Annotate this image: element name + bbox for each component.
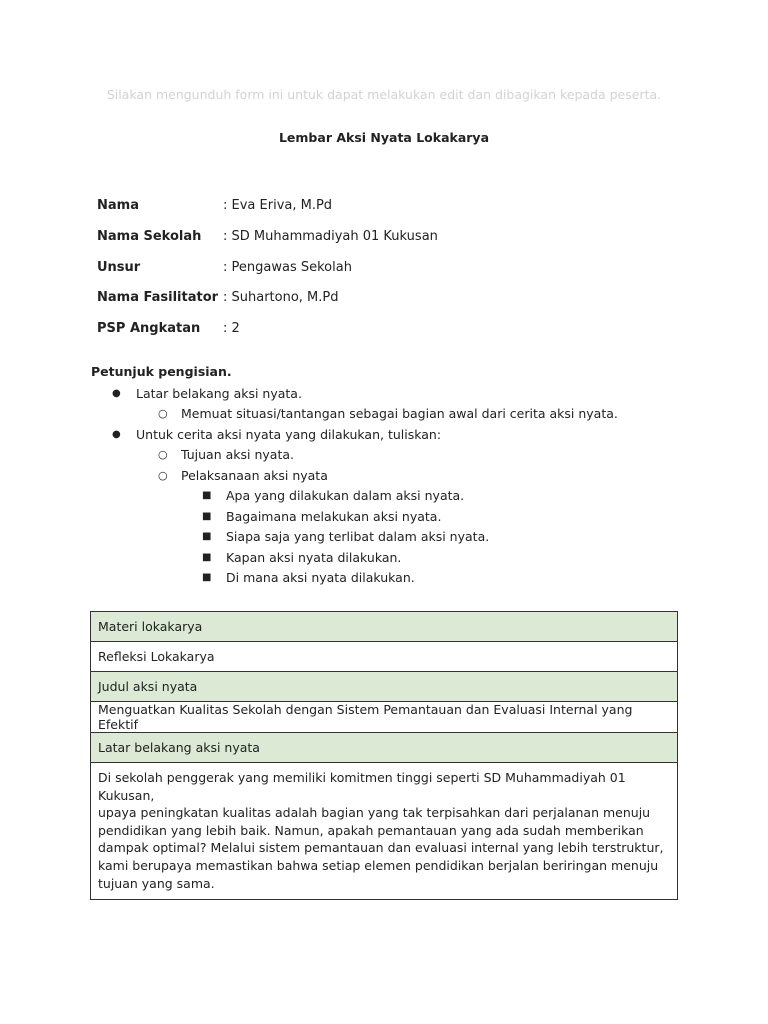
list-item xyxy=(112,426,442,444)
list-item xyxy=(202,487,465,505)
action-title-cell: Menguatkan Kualitas Sekolah dengan Sistem Pemantauan dan Evaluasi Internal yang Efektif xyxy=(91,702,678,733)
list-item xyxy=(202,508,442,526)
list-item xyxy=(158,446,294,464)
info-label: Nama xyxy=(97,198,139,213)
list-item-text: Latar belakang aksi nyata. xyxy=(136,386,302,401)
background-paragraph-cell xyxy=(91,763,678,900)
table-cell: Refleksi Lokakarya xyxy=(91,642,678,672)
info-row-unsur xyxy=(97,258,657,278)
list-item xyxy=(202,569,415,587)
bullet-circle-icon: ○ xyxy=(158,407,168,420)
table-header-cell: Materi lokakarya xyxy=(91,612,678,642)
info-value: : SD Muhammadiyah 01 Kukusan xyxy=(223,229,438,244)
table-row xyxy=(91,702,678,733)
list-item xyxy=(158,467,328,485)
table-header-cell: Latar belakang aksi nyata xyxy=(91,733,678,763)
list-item-text: Siapa saja yang terlibat dalam aksi nyata. xyxy=(226,529,490,544)
list-item-text: Di mana aksi nyata dilakukan. xyxy=(226,570,415,585)
bullet-disc-icon: ● xyxy=(112,429,121,440)
list-item-text: Apa yang dilakukan dalam aksi nyata. xyxy=(226,488,465,503)
info-row-nama-fasilitator xyxy=(97,288,657,308)
table-row xyxy=(91,733,678,763)
info-row-psp-angkatan xyxy=(97,319,657,339)
paragraph-line: pendidikan yang lebih baik. Namun, apakah pemantauan yang ada sudah memberikan xyxy=(98,822,644,838)
paragraph-line: upaya peningkatan kualitas adalah bagian yang tak terpisahkan dari perjalanan menuju xyxy=(98,805,651,821)
bullet-square-icon: ■ xyxy=(202,531,212,542)
info-value: : 2 xyxy=(223,321,240,336)
list-item xyxy=(202,528,490,546)
info-label: Unsur xyxy=(97,260,141,275)
info-row-nama-sekolah xyxy=(97,227,657,247)
info-value: : Pengawas Sekolah xyxy=(223,260,352,275)
paragraph-line: dampak optimal? Melalui sistem pemantauan dan evaluasi internal yang lebih terstruktur, xyxy=(98,840,664,856)
bullet-square-icon: ■ xyxy=(202,490,212,501)
table-row xyxy=(91,763,678,900)
info-label: PSP Angkatan xyxy=(97,321,201,336)
info-value: : Suhartono, M.Pd xyxy=(223,290,339,305)
paragraph-line: tujuan yang sama. xyxy=(98,875,215,891)
list-item-text: Untuk cerita aksi nyata yang dilakukan, tuliskan: xyxy=(136,427,442,442)
list-item xyxy=(158,405,618,423)
list-item-text: Pelaksanaan aksi nyata xyxy=(181,468,328,483)
list-item xyxy=(202,549,402,567)
table-header-cell: Judul aksi nyata xyxy=(91,672,678,702)
bullet-square-icon: ■ xyxy=(202,572,212,583)
action-report-table xyxy=(90,611,678,900)
paragraph-line: kami berupaya memastikan bahwa setiap elemen pendidikan berjalan beriringan menuju xyxy=(98,857,659,873)
bullet-square-icon: ■ xyxy=(202,511,212,522)
download-notice: Silakan mengunduh form ini untuk dapat melakukan edit dan dibagikan kepada peserta. xyxy=(106,87,662,102)
table-row xyxy=(91,672,678,702)
info-label: Nama Sekolah xyxy=(97,229,202,244)
list-item xyxy=(112,385,302,403)
list-item-text: Memuat situasi/tantangan sebagai bagian awal dari cerita aksi nyata. xyxy=(181,406,618,421)
document-title: Lembar Aksi Nyata Lokakarya xyxy=(278,130,490,145)
info-row-nama xyxy=(97,196,657,216)
instructions-heading: Petunjuk pengisian. xyxy=(91,364,232,379)
paragraph-line: Di sekolah penggerak yang memiliki komitmen tinggi seperti SD Muhammadiyah 01 Kukusan, xyxy=(98,770,626,803)
bullet-square-icon: ■ xyxy=(202,552,212,563)
list-item-text: Bagaimana melakukan aksi nyata. xyxy=(226,509,442,524)
table-row xyxy=(91,642,678,672)
list-item-text: Kapan aksi nyata dilakukan. xyxy=(226,550,402,565)
bullet-circle-icon: ○ xyxy=(158,448,168,461)
table-row xyxy=(91,612,678,642)
list-item-text: Tujuan aksi nyata. xyxy=(181,447,294,462)
bullet-disc-icon: ● xyxy=(112,388,121,399)
info-label: Nama Fasilitator xyxy=(97,290,219,305)
info-value: : Eva Eriva, M.Pd xyxy=(223,198,333,213)
bullet-circle-icon: ○ xyxy=(158,469,168,482)
